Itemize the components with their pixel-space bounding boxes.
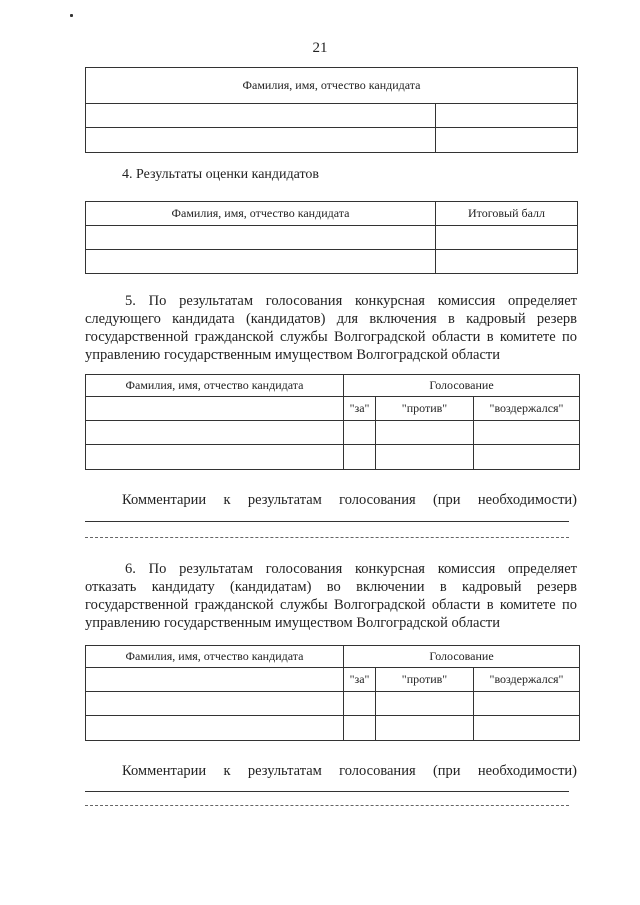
candidate-name-header: Фамилия, имя, отчество кандидата bbox=[86, 68, 578, 104]
table-cell[interactable] bbox=[86, 104, 436, 128]
voting-header: Голосование bbox=[344, 646, 580, 668]
table-cell[interactable] bbox=[344, 716, 376, 741]
table-cell[interactable] bbox=[86, 250, 436, 274]
section-5-comment-label: Комментарии к результатам голосования (при необходимости) bbox=[122, 492, 577, 508]
table-cell[interactable] bbox=[344, 692, 376, 716]
vote-for-header: "за" bbox=[344, 397, 376, 421]
table-row bbox=[86, 104, 578, 128]
candidate-name-header: Фамилия, имя, отчество кандидата bbox=[86, 202, 436, 226]
table-cell[interactable] bbox=[86, 668, 344, 692]
table-row bbox=[86, 421, 580, 445]
table-cell[interactable] bbox=[474, 421, 580, 445]
table-row bbox=[86, 128, 578, 153]
vote-abstain-header: "воздержался" bbox=[474, 668, 580, 692]
section-5-paragraph bbox=[85, 292, 577, 364]
table-cell[interactable] bbox=[436, 226, 578, 250]
table-cell[interactable] bbox=[86, 421, 344, 445]
table-cell[interactable] bbox=[474, 692, 580, 716]
candidates-table bbox=[85, 67, 578, 153]
vote-against-header: "против" bbox=[376, 668, 474, 692]
section-6-text: 6. По результатам голосования конкурсная комиссия определяет отказать кандидату (кандидатам) во включении в кадровый резерв государственной гражданской службы Волгоградской области в комитете по управлению государственным имуществом Волгоградской области bbox=[85, 561, 577, 631]
voting-header: Голосование bbox=[344, 375, 580, 397]
inclusion-vote-table bbox=[85, 374, 580, 470]
table-cell[interactable] bbox=[376, 445, 474, 470]
comment-line[interactable] bbox=[85, 521, 569, 522]
candidate-name-header: Фамилия, имя, отчество кандидата bbox=[86, 646, 344, 668]
table-cell[interactable] bbox=[436, 250, 578, 274]
table-cell[interactable] bbox=[376, 421, 474, 445]
vote-for-header: "за" bbox=[344, 668, 376, 692]
table-row bbox=[86, 445, 580, 470]
final-score-header: Итоговый балл bbox=[436, 202, 578, 226]
page-number: 21 bbox=[312, 40, 328, 56]
candidate-name-header: Фамилия, имя, отчество кандидата bbox=[86, 375, 344, 397]
table-row bbox=[86, 716, 580, 741]
section-6-comment-label: Комментарии к результатам голосования (при необходимости) bbox=[122, 763, 577, 779]
table-cell[interactable] bbox=[436, 128, 578, 153]
comment-line[interactable] bbox=[85, 791, 569, 792]
section-5-text: 5. По результатам голосования конкурсная комиссия определяет следующего кандидата (кандидатов) для включения в кадровый резерв государственной гражданской службы Волгоградской области в комитете по управлению государственным имуществом Волгоградской области bbox=[85, 293, 577, 363]
table-cell[interactable] bbox=[376, 716, 474, 741]
vote-against-header: "против" bbox=[376, 397, 474, 421]
table-cell[interactable] bbox=[86, 128, 436, 153]
table-cell[interactable] bbox=[436, 104, 578, 128]
vote-abstain-header: "воздержался" bbox=[474, 397, 580, 421]
table-cell[interactable] bbox=[474, 445, 580, 470]
table-row bbox=[86, 250, 578, 274]
table-cell[interactable] bbox=[86, 397, 344, 421]
rejection-vote-table bbox=[85, 645, 580, 741]
table-cell[interactable] bbox=[376, 692, 474, 716]
table-row bbox=[86, 226, 578, 250]
section-4-heading: 4. Результаты оценки кандидатов bbox=[122, 167, 320, 182]
table-cell[interactable] bbox=[86, 226, 436, 250]
table-cell[interactable] bbox=[474, 716, 580, 741]
table-cell[interactable] bbox=[86, 445, 344, 470]
table-cell[interactable] bbox=[344, 445, 376, 470]
comment-line[interactable] bbox=[85, 537, 569, 538]
evaluation-results-table bbox=[85, 201, 578, 274]
table-row bbox=[86, 692, 580, 716]
table-cell[interactable] bbox=[86, 692, 344, 716]
comment-line[interactable] bbox=[85, 805, 569, 806]
section-6-paragraph bbox=[85, 560, 577, 632]
table-cell[interactable] bbox=[86, 716, 344, 741]
table-cell[interactable] bbox=[344, 421, 376, 445]
scan-mark bbox=[70, 14, 73, 17]
